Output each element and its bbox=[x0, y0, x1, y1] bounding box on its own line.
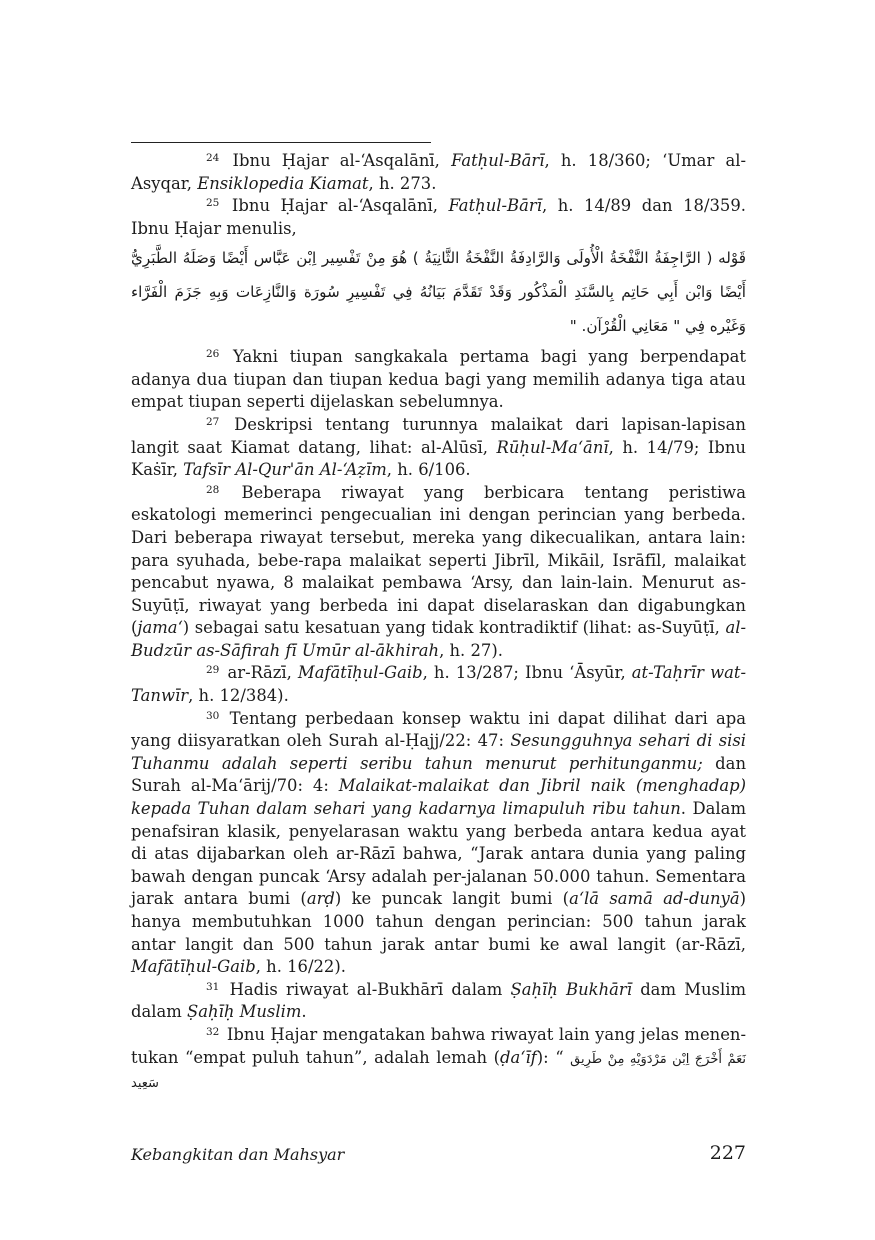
footnote-24 bbox=[131, 150, 746, 195]
footnote-number: 26 bbox=[206, 348, 220, 361]
footnote-text: . Dalam penafsiran klasik, penyelarasan waktu yang berbeda antara kedua ayat di atas dijabarkan oleh ar-Rāzī bahwa, “Jarak antara dunia yang paling bawah dengan puncak ‘Arsy adalah per-jalanan 50.000 tahun. Sementara jarak antara bumi ( bbox=[131, 799, 746, 909]
footnote-text: ) ke puncak langit bumi ( bbox=[334, 889, 570, 909]
footnote-text: Beberapa riwayat yang berbicara tentang peristiwa eskatologi memerinci pengecualian ini dengan perincian yang berbeda. Dari beberapa riwayat tersebut, mereka yang dikecualikan, antara lain: para syuhada, bebe-rapa malaikat seperti Jibrīl, Mikāil, Isrāfīl, malaikat pencabut nyawa, 8 malaikat pembawa ‘Arsy, dan lain-lain. Menurut as-Suyūṭī, riwayat yang berbeda ini dapat diselaraskan dan digabungkan ( bbox=[131, 482, 746, 638]
arabic-inline-quote: نَعَمْ أَخْرَجَ اِبْن مَرْدَوَيْهِ مِنْ طَرِيق سَعِيد bbox=[131, 1051, 746, 1092]
running-title: Kebangkitan dan Mahsyar bbox=[131, 1145, 345, 1164]
footnote-text: Ibnu Ḥajar mengatakan bahwa riwayat lain yang jelas menen-tukan “empat puluh tahun”, adalah lemah ( bbox=[131, 1024, 746, 1067]
footnote-number: 24 bbox=[206, 152, 220, 164]
footnote-number: 28 bbox=[206, 483, 220, 496]
book-title: al-Budzūr as-Sāfirah fī Umūr al-ākhirah bbox=[131, 618, 746, 660]
book-title: Tafsīr Al-Qur'ān Al-‘Aẓīm bbox=[183, 460, 387, 480]
book-title: Rūḥul-Ma‘ānī bbox=[496, 437, 609, 457]
footnote-text: , h. 13/287; Ibnu ‘Āsyūr, bbox=[422, 663, 632, 683]
footnote-text: ) sebagai satu kesatuan yang tidak kontradiktif (lihat: as-Suyūṭī, bbox=[182, 618, 726, 638]
footnote-text: , h. 6/106. bbox=[386, 460, 471, 480]
footnote-text: ) hanya membutuhkan 1000 tahun dengan perincian: 500 tahun jarak antar langit dan 500 tahun jarak antar bumi ke awal langit (ar-Rāzī, bbox=[131, 889, 746, 954]
footnote-text: , h. 16/22). bbox=[255, 957, 346, 977]
footnote-text: ar-Rāzī, bbox=[227, 663, 298, 683]
book-title: at-Taḥrīr wat-Tanwīr bbox=[131, 663, 746, 706]
arabic-quotation: قَوْله ( الرَّاجِفَةُ النَّفْخَةُ الْأُولَى وَالرَّادِفَةُ النَّفْخَةُ الثَّانِيَةُ ) هُوَ مِنْ تَفْسِير اِبْن عَبَّاس أَيْضًا وَصَلَهُ الطَّبَرِيُّ أَيْضًا وَابْن أَبِي حَاتِم بِالسَّنَدِ الْمَذْكُور وَقَدْ تَقَدَّمَ بَيَانُهُ فِي تَفْسِيرِ سُورَة وَالنَّازِعَات وَبِهِ جَزَمَ الْفَرَّاء وَغَيْره فِي " مَعَانِي الْقُرْآن. " bbox=[131, 249, 746, 335]
book-title: Ṣaḥīḥ Bukhārī bbox=[510, 979, 632, 999]
footnote-31 bbox=[131, 979, 746, 1024]
footnote-32 bbox=[131, 1024, 746, 1096]
footnote-text: Ibnu Ḥajar al-‘Asqalānī, bbox=[231, 196, 449, 216]
term: jama‘ bbox=[137, 618, 183, 638]
verse-translation: Sesungguhnya sehari di sisi Tuhanmu adalah seperti seribu tahun menurut perhitunganmu; bbox=[131, 731, 746, 773]
footnote-number: 32 bbox=[206, 1025, 220, 1038]
footnote-26 bbox=[131, 346, 746, 414]
footnote-text: ): “ bbox=[536, 1047, 571, 1067]
book-title: Mafātīḥul-Gaib bbox=[297, 663, 423, 683]
footnote-text: , h. 273. bbox=[368, 173, 437, 193]
footnote-number: 25 bbox=[206, 197, 220, 210]
footnote-29 bbox=[131, 662, 746, 707]
footnote-25 bbox=[131, 195, 746, 240]
book-title: Mafātīḥul-Gaib bbox=[131, 957, 256, 977]
footnote-text: , h. 18/360; ‘Umar al-Asyqar, bbox=[131, 151, 747, 193]
term: arḍ bbox=[306, 889, 335, 909]
verse-translation: Malaikat-malaikat dan Jibril naik (menghadap) kepada Tuhan dalam sehari yang kadarnya limapuluh ribu tahun bbox=[131, 776, 746, 819]
footnote-separator-rule bbox=[131, 142, 431, 143]
page-number: 227 bbox=[709, 1142, 746, 1164]
term: ḍa‘īf bbox=[499, 1047, 537, 1067]
footnote-text: Yakni tiupan sangkakala pertama bagi yang berpendapat adanya dua tiupan dan tiupan kedua bagi yang memilih adanya tiga atau empat tiupan seperti dijelaskan sebelumnya. bbox=[131, 347, 746, 412]
footnote-text: , h. 12/384). bbox=[188, 686, 289, 706]
footnote-27 bbox=[131, 414, 746, 482]
footnote-text: , h. 14/79; Ibnu Kaṡīr, bbox=[131, 437, 746, 480]
footnote-number: 31 bbox=[206, 980, 220, 993]
book-title: Ṣaḥīḥ Muslim bbox=[187, 1002, 302, 1022]
term: a‘lā samā ad-dunyā bbox=[569, 889, 740, 909]
footnote-text: Hadis riwayat al-Bukhārī dalam bbox=[229, 979, 511, 999]
footnote-number: 29 bbox=[206, 664, 220, 677]
book-title: Fatḥul-Bārī bbox=[448, 196, 542, 216]
footnote-number: 30 bbox=[206, 709, 220, 722]
footnote-text: . bbox=[301, 1002, 307, 1022]
footnotes-section bbox=[131, 150, 746, 1096]
book-title: Fatḥul-Bārī bbox=[451, 151, 545, 170]
footnote-text: dan Surah al-Ma‘ārij/70: 4: bbox=[131, 753, 746, 796]
footnote-text: dam Muslim dalam bbox=[131, 979, 746, 1022]
footnote-30 bbox=[131, 708, 746, 979]
footnote-number: 27 bbox=[206, 415, 220, 428]
footnote-text: Tentang perbedaan konsep waktu ini dapat dilihat dari apa yang diisyaratkan oleh Surah al-Ḥajj/22: 47: bbox=[131, 708, 746, 751]
footnote-text: Deskripsi tentang turunnya malaikat dari lapisan-lapisan langit saat Kiamat datang, lihat: al-Alūsī, bbox=[131, 414, 746, 457]
footnote-text: , h. 27). bbox=[439, 640, 503, 660]
book-title: Ensiklopedia Kiamat bbox=[197, 173, 369, 193]
footnote-28 bbox=[131, 482, 746, 663]
page-footer bbox=[131, 1142, 746, 1164]
footnote-text: Ibnu Ḥajar al-‘Asqalānī, bbox=[232, 151, 452, 170]
footnote-text: , h. 14/89 dan 18/359. Ibnu Ḥajar menulis, bbox=[131, 196, 746, 238]
